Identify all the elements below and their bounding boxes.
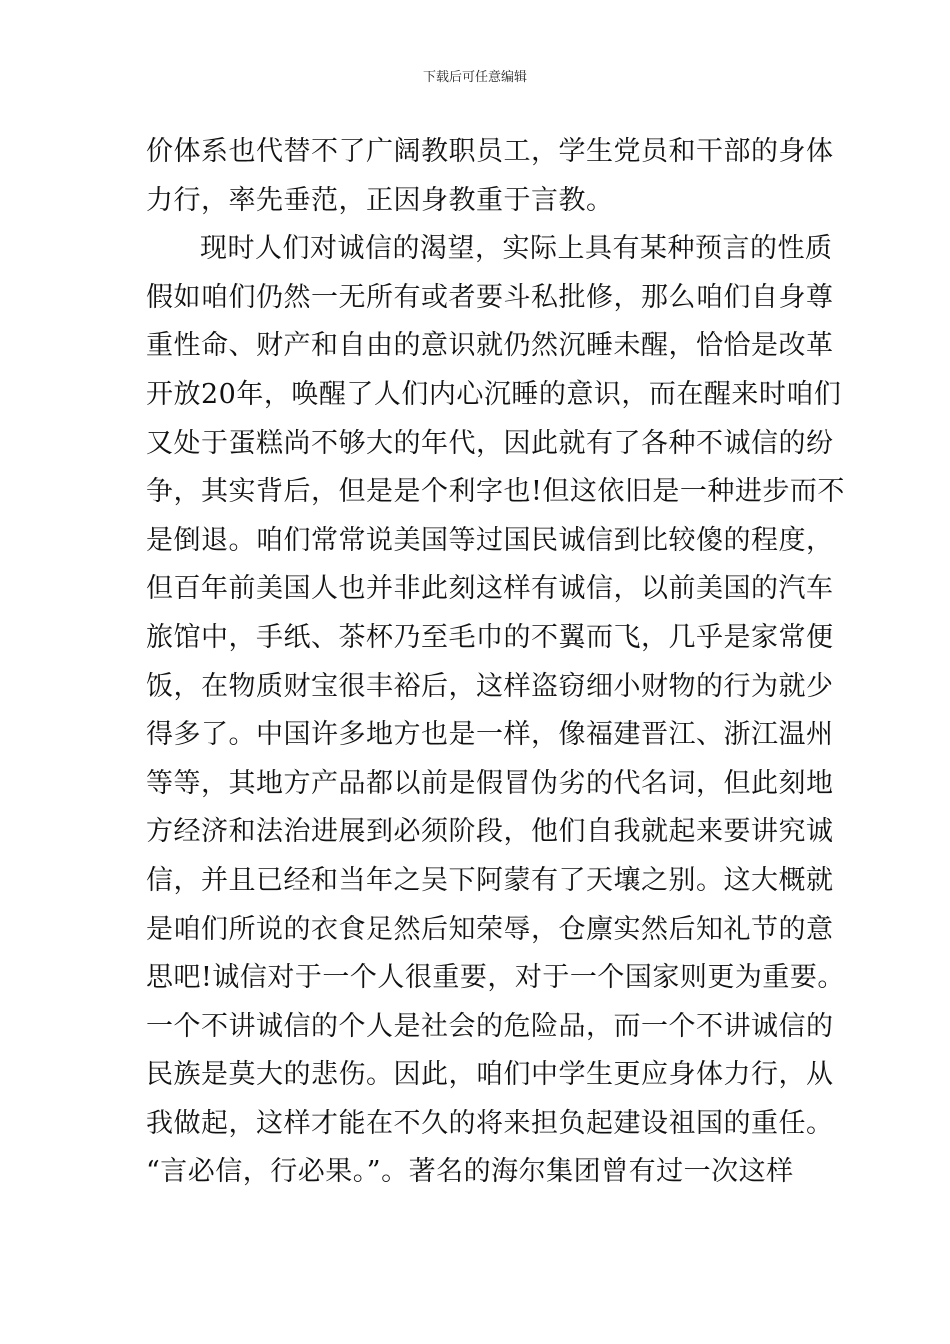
text-line: 方经济和法治进展到必须阶段，他们自我就起来要讲究诚 <box>146 816 834 848</box>
text-line: 但百年前美国人也并非此刻这样有诚信，以前美国的汽车 <box>146 573 834 605</box>
text-line: 是倒退。咱们常常说美国等过国民诚信到比较傻的程度， <box>146 524 834 556</box>
text-line: 重性命、财产和自由的意识就仍然沉睡未醒，恰恰是改革 <box>146 330 834 362</box>
text-line: 又处于蛋糕尚不够大的年代，因此就有了各种不诚信的纷 <box>146 427 834 459</box>
text-line: 力行，率先垂范，正因身教重于言教。 <box>146 184 614 216</box>
text-line: 价体系也代替不了广阔教职员工，学生党员和干部的身体 <box>146 136 834 167</box>
text-line: 我做起，这样才能在不久的将来担负起建设祖国的重任。 <box>146 1107 834 1139</box>
text-line: 一个不讲诚信的个人是社会的危险品，而一个不讲诚信的 <box>146 1010 834 1042</box>
text-line: 是咱们所说的衣食足然后知荣辱，仓廪实然后知礼节的意 <box>146 913 834 945</box>
page-header-note: 下载后可任意编辑 <box>422 70 527 85</box>
text-line: 得多了。中国许多地方也是一样，像福建晋江、浙江温州 <box>146 719 834 751</box>
text-line: 等等，其地方产品都以前是假冒伪劣的代名词，但此刻地 <box>146 767 834 799</box>
text-line: 民族是莫大的悲伤。因此，咱们中学生更应身体力行，从 <box>146 1059 834 1091</box>
text-line: 思吧!诚信对于一个人很重要，对于一个国家则更为重要。 <box>146 962 845 994</box>
text-line: 旅馆中，手纸、茶杯乃至毛巾的不翼而飞，几乎是家常便 <box>146 621 834 653</box>
text-line: 争，其实背后，但是是个利字也!但这依旧是一种进步而不 <box>146 476 845 508</box>
text-line: “言必信，行必果。”。著名的海尔集团曾有过一次这样 <box>146 1156 794 1188</box>
text-line: 开放20年，唤醒了人们内心沉睡的意识，而在醒来时咱们 <box>146 378 842 410</box>
text-line: 饭，在物质财宝很丰裕后，这样盗窃细小财物的行为就少 <box>146 670 834 702</box>
text-line: 假如咱们仍然一无所有或者要斗私批修，那么咱们自身尊 <box>146 281 834 313</box>
paragraph-start-line: 现时人们对诚信的渴望，实际上具有某种预言的性质 <box>200 233 833 265</box>
text-line: 信，并且已经和当年之吴下阿蒙有了天壤之别。这大概就 <box>146 864 834 896</box>
document-body <box>146 128 845 1197</box>
